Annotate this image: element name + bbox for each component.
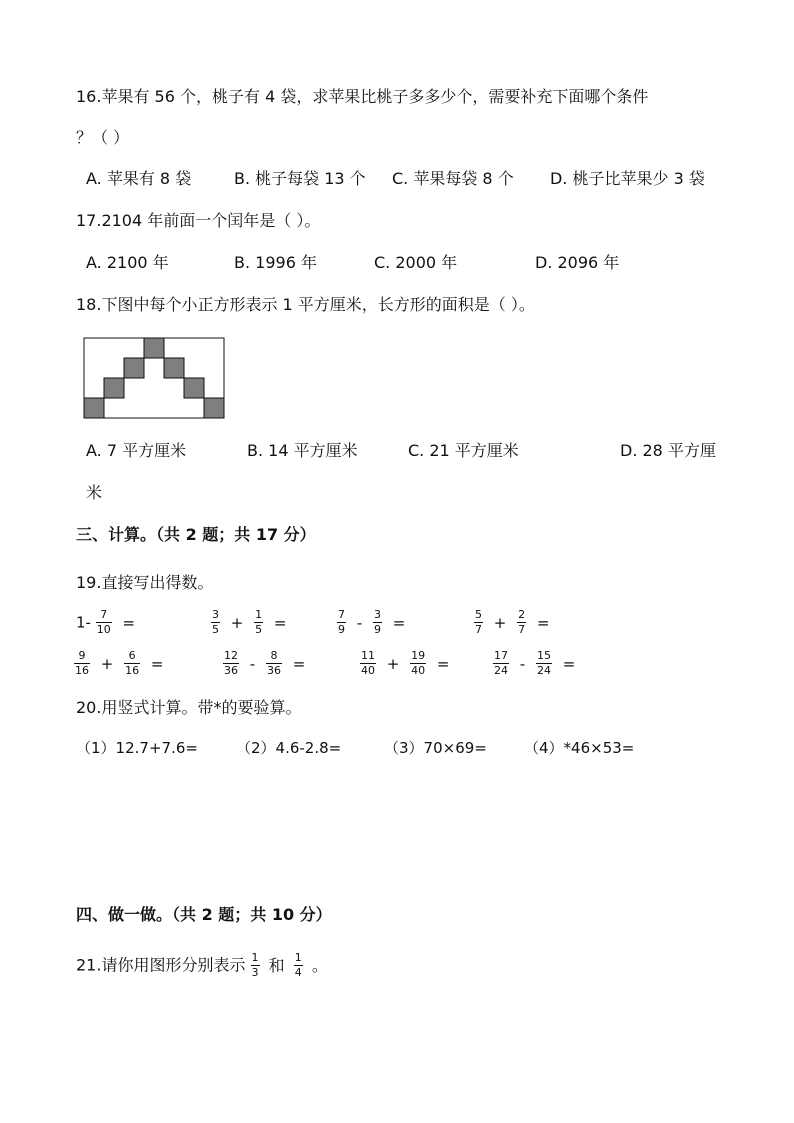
q19-expr-6: $\frac{12}{36}$ - $\frac{8}{36}$ = [224,649,306,677]
q19-expr-2: $\frac{3}{5}$ + $\frac{1}{5}$ = [212,608,287,636]
q17-option-b: B. 1996 年 [234,253,317,272]
section-3-title: 三、计算。（共 2 题；共 17 分） [76,525,316,544]
shaded-square-6 [84,398,104,418]
shaded-square-2 [124,358,144,378]
q17-option-c: C. 2000 年 [374,253,458,272]
q19-expr-1-equals: = [122,613,136,632]
q18-option-c: C. 21 平方厘米 [408,441,519,460]
q17-question: 17.2104 年前面一个闰年是（ ）。 [76,211,321,230]
q21-question: 21.请你用图形分别表示 $\frac{1}{3}$ 和 $\frac{1}{4}$ 。 [76,951,328,979]
q19-expr-5: $\frac{9}{16}$ + $\frac{6}{16}$ = [75,649,164,677]
q18-option-a: A. 7 平方厘米 [86,441,187,460]
shaded-square-5 [184,378,204,398]
q16-option-d: D. 桃子比苹果少 3 袋 [550,169,705,188]
q19-expr-7: $\frac{11}{40}$ + $\frac{19}{40}$ = [361,649,450,677]
section-4-title: 四、做一做。（共 2 题；共 10 分） [76,905,332,924]
q18-option-d-wrap: 米 [86,483,103,502]
q20-item-3: （3）70×69= [384,739,487,757]
q20-item-4: （4）*46×53= [524,739,635,757]
q20-item-2: （2）4.6-2.8= [236,739,342,757]
shaded-square-4 [104,378,124,398]
q20-question: 20.用竖式计算。带*的要验算。 [76,698,302,717]
q19-expr-1-fraction: $\frac{7}{10}$ [96,608,111,636]
q19-question: 19.直接写出得数。 [76,573,214,592]
shaded-square-7 [204,398,224,418]
q16-option-b: B. 桃子每袋 13 个 [234,169,366,188]
q16-option-c: C. 苹果每袋 8 个 [392,169,514,188]
q18-option-d: D. 28 平方厘 [620,441,716,460]
q18-option-b: B. 14 平方厘米 [247,441,358,460]
q21-fraction-third: $\frac{1}{3}$ [251,951,259,979]
q19-expr-4: $\frac{5}{7}$ + $\frac{2}{7}$ = [475,608,550,636]
q21-fraction-quarter: $\frac{1}{4}$ [294,951,302,979]
q19-expr-1-prefix: 1- [76,613,91,632]
q18-question: 18.下图中每个小正方形表示 1 平方厘米，长方形的面积是（ ）。 [76,295,535,314]
q17-option-a: A. 2100 年 [86,253,169,272]
q19-expr-3: $\frac{7}{9}$ - $\frac{3}{9}$ = [338,608,406,636]
q18-grid-figure [83,337,225,419]
q17-option-d: D. 2096 年 [535,253,620,272]
q19-expr-1 [76,609,141,636]
q16-line2: ？（ ） [76,128,130,147]
shaded-square-1 [144,338,164,358]
q16-option-a: A. 苹果有 8 袋 [86,169,192,188]
q16-line1: 16.苹果有 56 个，桃子有 4 袋，求苹果比桃子多多少个，需要补充下面哪个条件 [76,87,649,106]
shaded-square-3 [164,358,184,378]
q19-expr-8: $\frac{17}{24}$ - $\frac{15}{24}$ = [494,649,576,677]
q20-item-1: （1）12.7+7.6= [76,739,198,757]
